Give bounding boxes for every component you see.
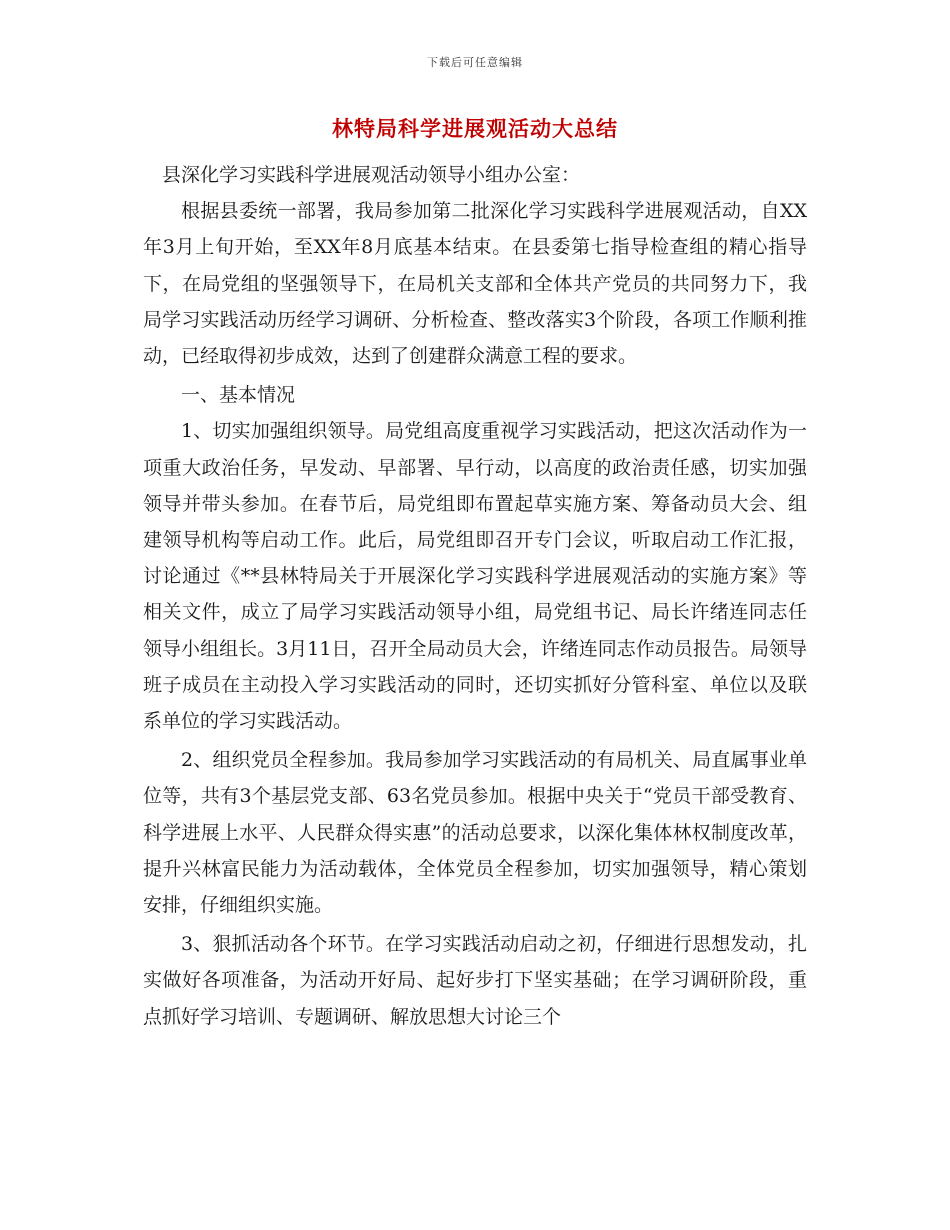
document-body bbox=[143, 157, 807, 1035]
header-note: 下载后可任意编辑 bbox=[427, 56, 523, 69]
item-paragraph-1: 1、切实加强组织领导。局党组高度重视学习实践活动，把这次活动作为一项重大政治任务，早发动、早部署、早行动，以高度的政治责任感，切实加强领导并带头参加。在春节后，局党组即布置起草实施方案、筹备动员大会、组建领导机构等启动工作。此后，局党组即召开专门会议，听取启动工作汇报，讨论通过《**县林特局关于开展深化学习实践科学进展观活动的实施方案》等相关文件，成立了局学习实践活动领导小组，局党组书记、局长许绪连同志任领导小组组长。3月11日，召开全局动员大会，许绪连同志作动员报告。局领导班子成员在主动投入学习实践活动的同时，还切实抓好分管科室、单位以及联系单位的学习实践活动。 bbox=[143, 420, 807, 733]
document-title: 林特局科学进展观活动大总结 bbox=[332, 116, 618, 141]
item-paragraph-2: 2、组织党员全程参加。我局参加学习实践活动的有局机关、局直属事业单位等，共有3个基层党支部、63名党员参加。根据中央关于“党员干部受教育、科学进展上水平、人民群众得实惠”的活动总要求，以深化集体林权制度改革，提升兴林富民能力为活动载体，全体党员全程参加，切实加强领导，精心策划安排，仔细组织实施。 bbox=[143, 749, 807, 917]
section-heading: 一、基本情况 bbox=[181, 384, 296, 407]
item-paragraph-3: 3、狠抓活动各个环节。在学习实践活动启动之初，仔细进行思想发动，扎实做好各项准备，为活动开好局、起好步打下坚实基础；在学习调研阶段，重点抓好学习培训、专题调研、解放思想大讨论三个 bbox=[143, 933, 807, 1028]
salutation-paragraph: 县深化学习实践科学进展观活动领导小组办公室： bbox=[162, 164, 581, 186]
intro-paragraph: 根据县委统一部署，我局参加第二批深化学习实践科学进展观活动，自XX年3月上旬开始，至XX年8月底基本结束。在县委第七指导检查组的精心指导下，在局党组的坚强领导下，在局机关支部和全体共产党员的共同努力下，我局学习实践活动历经学习调研、分析检查、整改落实3个阶段，各项工作顺利推动，已经取得初步成效，达到了创建群众满意工程的要求。 bbox=[143, 200, 807, 368]
